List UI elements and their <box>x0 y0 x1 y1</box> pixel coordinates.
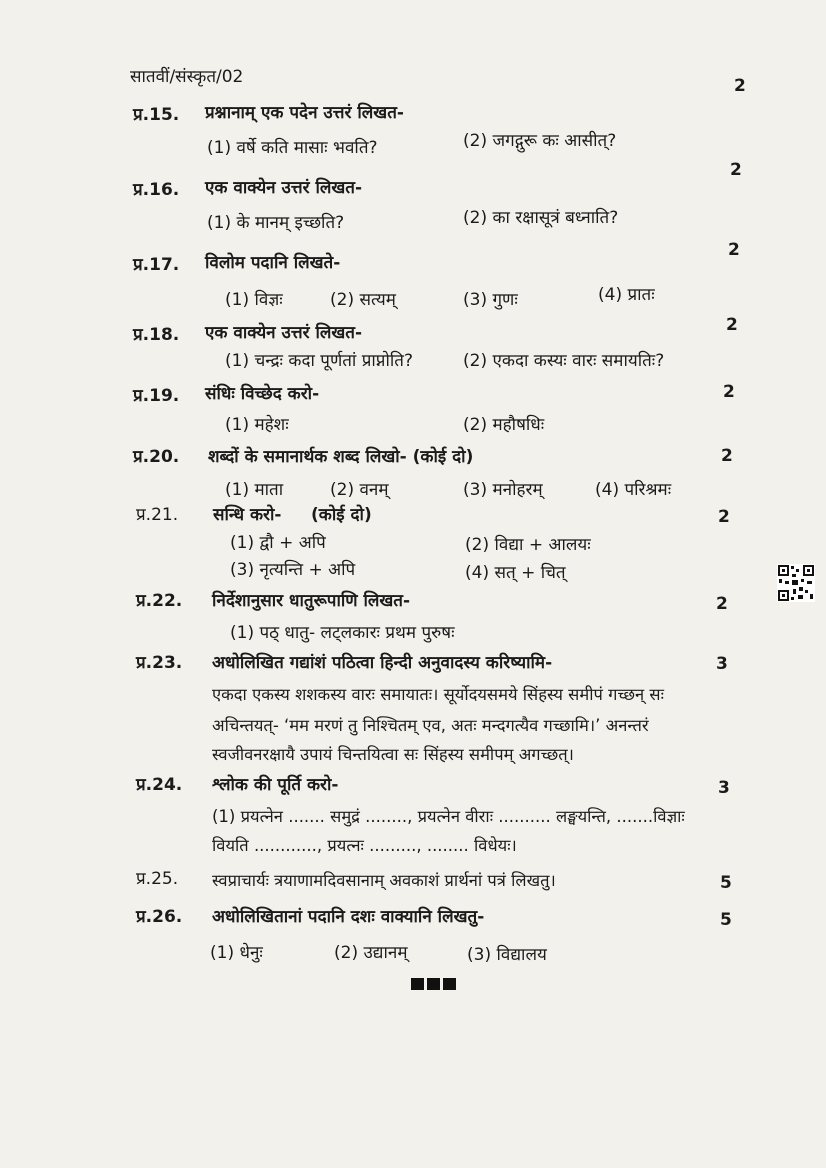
q19-number: प्र.19. <box>133 386 180 406</box>
q25-marks: 5 <box>720 873 732 893</box>
q15-marks: 2 <box>734 76 746 96</box>
qr-code-icon <box>777 564 815 602</box>
q17-number: प्र.17. <box>133 255 180 275</box>
q21-marks: 2 <box>718 507 730 527</box>
q22-number: प्र.22. <box>136 591 183 611</box>
q23-text: अधोलिखित गद्यांशं पठित्वा हिन्दी अनुवादस्य करिष्यामि- <box>212 653 553 673</box>
q18-marks: 2 <box>726 315 738 335</box>
q15-number: प्र.15. <box>133 105 180 125</box>
q20-option-4: (4) परिश्रमः <box>595 480 672 500</box>
q22-text: निर्देशानुसार धातुरूपाणि लिखत- <box>212 591 411 611</box>
q17-marks: 2 <box>728 240 740 260</box>
q21-option-1: (1) द्वौ + अपि <box>230 533 326 553</box>
q23-marks: 3 <box>716 654 728 674</box>
q21-option-2: (2) विद्या + आलयः <box>465 535 591 555</box>
q26-option-3: (3) विद्यालय <box>467 945 547 965</box>
q16-option-2: (2) का रक्षासूत्रं बध्नाति? <box>463 208 619 228</box>
q16-option-1: (1) के मानम् इच्छति? <box>207 213 345 233</box>
q20-marks: 2 <box>721 446 733 466</box>
q19-option-2: (2) महौषधिः <box>463 415 545 435</box>
q23-number: प्र.23. <box>136 653 183 673</box>
q24-verse-line-2: वियति ............, प्रयत्नः ........., ........ विधेयः। <box>212 836 517 855</box>
q24-text: श्लोक की पूर्ति करो- <box>212 775 339 795</box>
end-of-paper-marker <box>411 975 459 994</box>
q20-option-3: (3) मनोहरम् <box>463 480 543 500</box>
q26-text: अधोलिखितानां पदानि दशः वाक्यानि लिखतु- <box>212 907 485 927</box>
q23-passage-line-3: स्वजीवनरक्षायै उपायं चिन्तयित्वा सः सिंहस्य समीपम् अगच्छत्। <box>212 745 574 764</box>
q17-option-3: (3) गुणः <box>463 290 518 310</box>
q18-option-2: (2) एकदा कस्यः वारः समायतिः? <box>463 351 665 371</box>
q25-text: स्वप्राचार्यः त्रयाणामदिवसानाम् अवकाशं प्रार्थनां पत्रं लिखतु। <box>212 871 556 890</box>
paper-code-header: सातवीं/संस्कृत/02 <box>130 67 244 87</box>
q20-option-1: (1) माता <box>225 480 284 500</box>
q19-text: संधिः विच्छेद करो- <box>205 384 320 404</box>
q20-number: प्र.20. <box>133 447 180 467</box>
q23-passage-line-1: एकदा एकस्य शशकस्य वारः समायातः। सूर्योदयसमये सिंहस्य समीपं गच्छन् सः <box>212 685 664 704</box>
q21-option-4: (4) सत् + चित् <box>465 563 566 583</box>
q22-marks: 2 <box>716 594 728 614</box>
q26-option-2: (2) उद्यानम् <box>334 943 408 963</box>
q16-text: एक वाक्येन उत्तरं लिखत- <box>205 178 363 198</box>
q21-number: प्र.21. <box>136 505 179 525</box>
q26-option-1: (1) धेनुः <box>210 943 263 963</box>
q17-option-4: (4) प्रातः <box>598 285 655 305</box>
q18-text: एक वाक्येन उत्तरं लिखत- <box>205 323 363 343</box>
q17-option-2: (2) सत्यम् <box>330 290 396 310</box>
q15-option-2: (2) जगद्गुरू कः आसीत्? <box>463 131 617 151</box>
q25-number: प्र.25. <box>136 869 179 889</box>
q26-marks: 5 <box>720 910 732 930</box>
q15-text: प्रश्नानाम् एक पदेन उत्तरं लिखत- <box>205 103 404 123</box>
q17-text: विलोम पदानि लिखते- <box>205 253 341 273</box>
q26-number: प्र.26. <box>136 907 183 927</box>
q20-text: शब्दों के समानार्थक शब्द लिखो- (कोई दो) <box>208 447 474 467</box>
q24-verse-line-1: (1) प्रयत्नेन ....... समुद्रं ........, प्रयत्नेन वीराः .......... लङ्घयन्ति, .......विज्ञाः <box>212 807 685 826</box>
q15-option-1: (1) वर्षे कति मासाः भवति? <box>207 138 378 158</box>
q16-marks: 2 <box>730 160 742 180</box>
q19-marks: 2 <box>723 382 735 402</box>
q22-option-1: (1) पठ् धातु- लट्लकारः प्रथम पुरुषः <box>230 623 455 643</box>
q23-passage-line-2: अचिन्तयत्- ‘मम मरणं तु निश्चितम् एव, अतः मन्दगत्यैव गच्छामि।’ अनन्तरं <box>212 716 649 735</box>
q16-number: प्र.16. <box>133 180 180 200</box>
q21-text: सन्धि करो- (कोई दो) <box>213 505 372 525</box>
q21-option-3: (3) नृत्यन्ति + अपि <box>230 560 356 580</box>
q18-option-1: (1) चन्द्रः कदा पूर्णतां प्राप्नोति? <box>225 351 413 371</box>
q19-option-1: (1) महेशः <box>225 415 289 435</box>
q17-option-1: (1) विज्ञः <box>225 290 283 310</box>
q24-number: प्र.24. <box>136 775 183 795</box>
q18-number: प्र.18. <box>133 325 180 345</box>
q20-option-2: (2) वनम् <box>330 480 389 500</box>
q24-marks: 3 <box>718 778 730 798</box>
